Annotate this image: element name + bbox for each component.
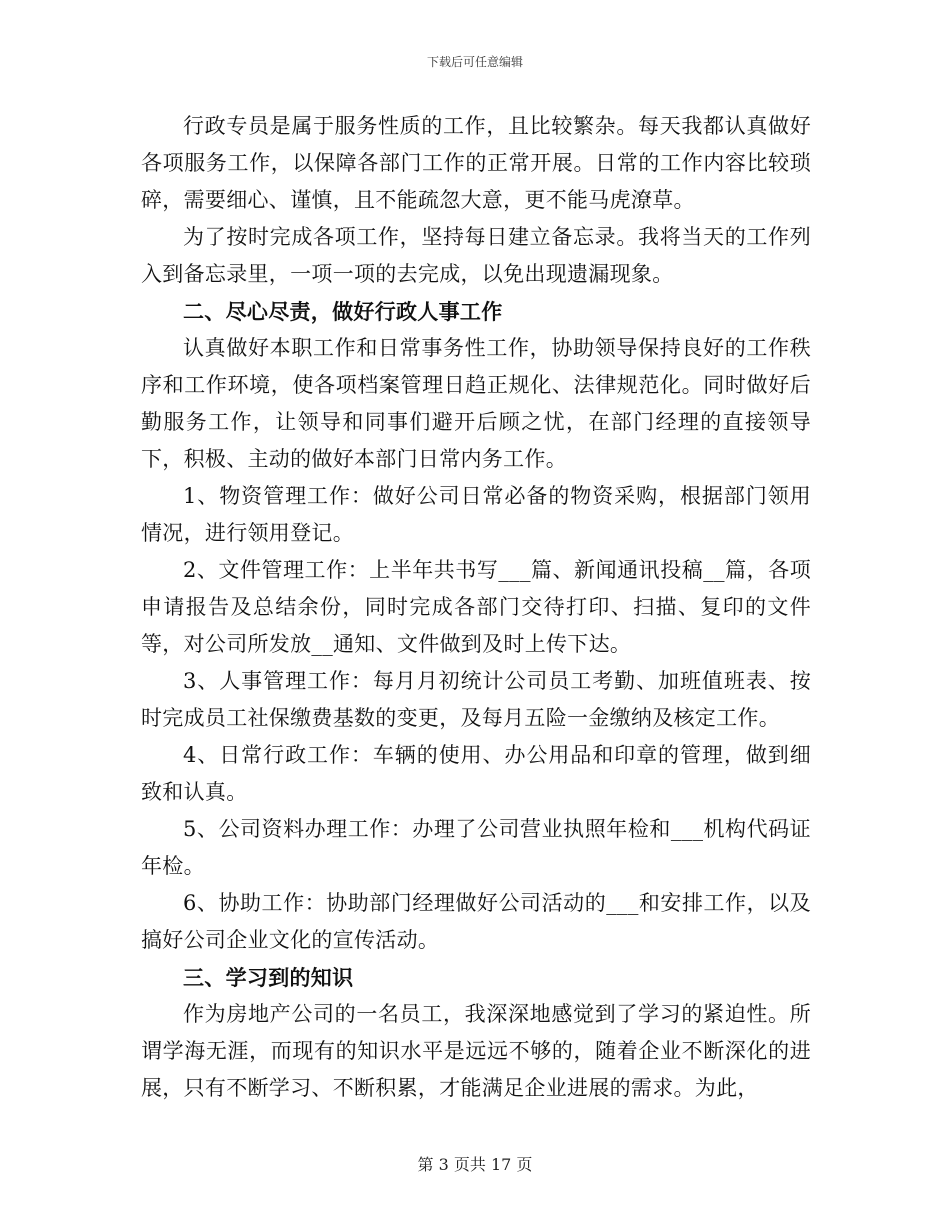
list-item: 5、公司资料办理工作：办理了公司营业执照年检和___机构代码证年检。: [141, 817, 811, 878]
paragraph: 作为房地产公司的一名员工，我深深地感觉到了学习的紧迫性。所谓学海无涯，而现有的知识水平是远远不够的，随着企业不断深化的进展，只有不断学习、不断积累，才能满足企业进展的需求。为此，: [141, 1002, 811, 1100]
list-item: 2、文件管理工作：上半年共书写___篇、新闻通讯投稿__篇，各项申请报告及总结余份，同时完成各部门交待打印、扫描、复印的文件等，对公司所发放__通知、文件做到及时上传下达。: [141, 558, 811, 656]
page-number: 第 3 页共 17 页: [417, 1155, 533, 1174]
list-item: 4、日常行政工作：车辆的使用、办公用品和印章的管理，做到细致和认真。: [141, 743, 811, 804]
list-item: 1、物资管理工作：做好公司日常必备的物资采购，根据部门领用情况，进行领用登记。: [141, 484, 811, 545]
list-item: 6、协助工作：协助部门经理做好公司活动的___和安排工作，以及搞好公司企业文化的宣传活动。: [141, 891, 811, 952]
document-body: [141, 108, 811, 1107]
paragraph: 认真做好本职工作和日常事务性工作，协助领导保持良好的工作秩序和工作环境，使各项档案管理日趋正规化、法律规范化。同时做好后勤服务工作，让领导和同事们避开后顾之忧，在部门经理的直接领导下，积极、主动的做好本部门日常内务工作。: [141, 336, 811, 471]
page-header-note: 下载后可任意编辑: [426, 55, 523, 69]
paragraph: 为了按时完成各项工作，坚持每日建立备忘录。我将当天的工作列入到备忘录里，一项一项的去完成，以免出现遗漏现象。: [141, 225, 811, 286]
list-item: 3、人事管理工作：每月月初统计公司员工考勤、加班值班表、按时完成员工社保缴费基数的变更，及每月五险一金缴纳及核定工作。: [141, 669, 811, 730]
section-heading: 二、尽心尽责，做好行政人事工作: [183, 299, 503, 324]
paragraph: 行政专员是属于服务性质的工作，且比较繁杂。每天我都认真做好各项服务工作，以保障各部门工作的正常开展。日常的工作内容比较琐碎，需要细心、谨慎，且不能疏忽大意，更不能马虎潦草。: [141, 114, 811, 212]
section-heading: 三、学习到的知识: [183, 965, 354, 990]
